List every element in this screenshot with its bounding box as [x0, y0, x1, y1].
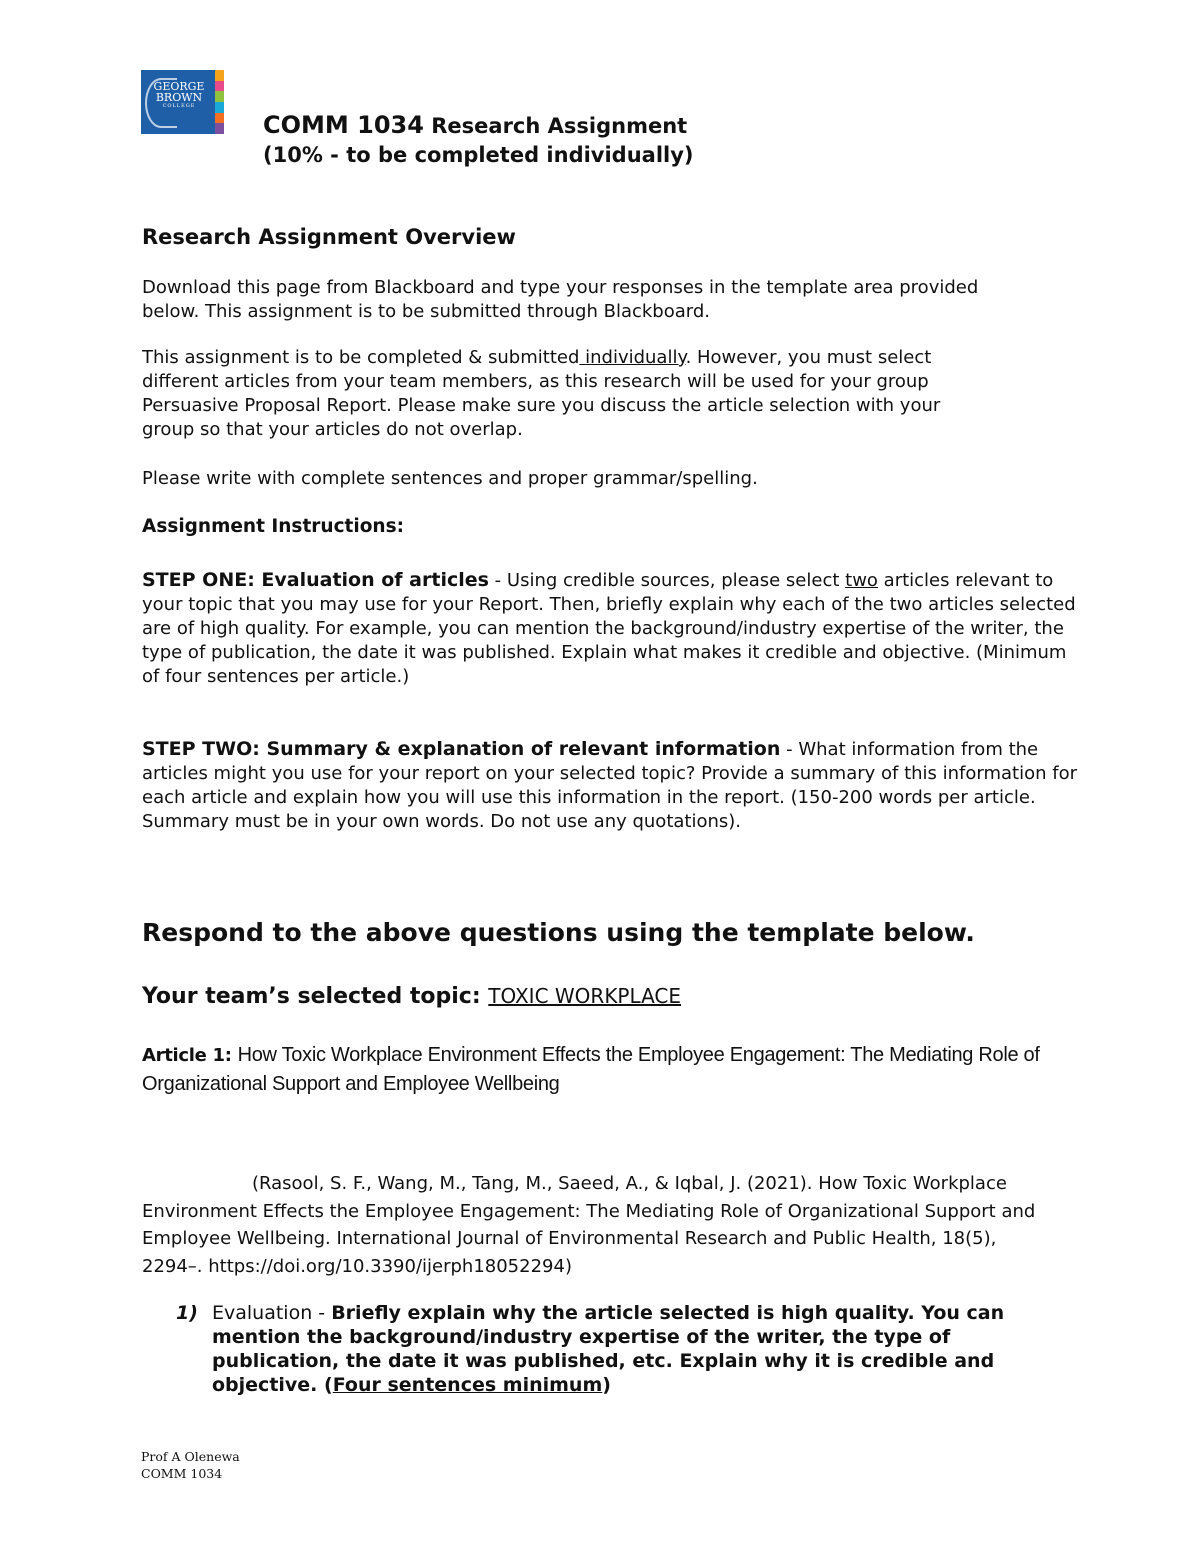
step-two-text: What information from the articles might you use for your report on your selected topic? Provide a summary of this information for each article and explain how you will use this information in the report. (150-200 words per article. Summary must be in your own words. Do not use any quotations).	[142, 739, 1077, 832]
instructions-heading: Assignment Instructions:	[142, 516, 405, 537]
logo-stripe	[215, 70, 224, 81]
respond-heading: Respond to the above questions using the template below.	[142, 918, 975, 947]
p2-before: This assignment is to be completed & submitted	[142, 347, 580, 368]
logo-text	[145, 81, 213, 110]
logo-stripe	[215, 102, 224, 113]
page-footer: Prof A Olenewa COMM 1034	[141, 1449, 240, 1481]
step-two-dash: -	[780, 739, 799, 760]
question-1-end: )	[602, 1374, 611, 1396]
overview-heading: Research Assignment Overview	[142, 225, 516, 249]
logo-line-2: BROWN	[155, 91, 203, 104]
logo-stripes	[215, 70, 224, 134]
logo-stripe	[215, 113, 224, 124]
logo-stripe	[215, 91, 224, 102]
step-one-text-b: articles relevant to your topic that you may use for your Report. Then, briefly explain why each of the two articles selected are of high quality. For example, you can mention the background/industry expertise of the writer, the type of publication, the date it was published. Explain what makes it credible and objective. (Minimum of four sentences per article.)	[142, 570, 1076, 687]
question-1	[176, 1301, 1056, 1397]
p2-underlined: individually	[579, 347, 686, 368]
article-1-label: Article 1:	[142, 1045, 238, 1066]
selected-topic	[142, 980, 681, 1013]
george-brown-logo	[141, 70, 224, 134]
logo-box	[141, 70, 215, 134]
step-two-lead: STEP TWO: Summary & explanation of relevant information	[142, 738, 781, 760]
logo-stripe	[215, 81, 224, 92]
question-1-underlined: Four sentences minimum	[332, 1374, 603, 1396]
step-one-underlined: two	[845, 570, 878, 591]
question-1-number: 1)	[176, 1302, 198, 1324]
question-1-first: Evaluation	[212, 1302, 313, 1324]
article-1-title-text: How Toxic Workplace Environment Effects the Employee Engagement: The Mediating Role of Organizational Support and Employee Wellbeing	[142, 1044, 1040, 1095]
step-one	[142, 568, 1082, 689]
step-one-lead: STEP ONE: Evaluation of articles	[142, 569, 489, 591]
logo-stripe	[215, 123, 224, 134]
topic-label: Your team’s selected topic:	[142, 984, 489, 1009]
overview-paragraph-3: Please write with complete sentences and proper grammar/spelling.	[142, 468, 758, 489]
article-1-citation: (Rasool, S. F., Wang, M., Tang, M., Saeed, A., & Iqbal, J. (2021). How Toxic Workplace Environment Effects the Employee Engagement: The Mediating Role of Organizational Support and Employee Wellbeing. International Journal of Environmental Research and Public Health, 18(5), 2294–. https://doi.org/10.3390/ijerph18052294)	[142, 1173, 1036, 1277]
logo-line-3: COLLEGE	[162, 103, 196, 109]
step-one-text-a: Using credible sources, please select	[506, 570, 846, 591]
course-code: COMM 1034	[263, 111, 424, 139]
question-1-text	[212, 1301, 1056, 1397]
overview-paragraph-1: Download this page from Blackboard and type your responses in the template area provided below. This assignment is to be submitted through Blackboard.	[142, 277, 979, 322]
step-one-dash: -	[488, 570, 507, 591]
title-rest: Research Assignment	[423, 114, 688, 138]
topic-value: TOXIC WORKPLACE	[488, 984, 682, 1008]
p2-after: . However, you must select different articles from your team members, as this research will be used for your group Persuasive Proposal Report. Please make sure you discuss the article selection with your group so that your articles do not overlap.	[142, 347, 941, 440]
document-title	[263, 111, 687, 140]
article-1-title	[142, 1041, 1042, 1098]
step-two	[142, 737, 1082, 834]
logo-line-1: GEORGE	[153, 80, 205, 93]
document-subtitle: (10% - to be completed individually)	[263, 143, 694, 167]
question-1-body: Briefly explain why the article selected is high quality. You can mention the background/industry expertise of the writer, the type of publication, the date it was published, etc. Explain why it is credible and objective. (	[212, 1302, 1005, 1396]
question-1-dash: -	[312, 1302, 332, 1324]
overview-paragraph-2	[142, 346, 1102, 442]
